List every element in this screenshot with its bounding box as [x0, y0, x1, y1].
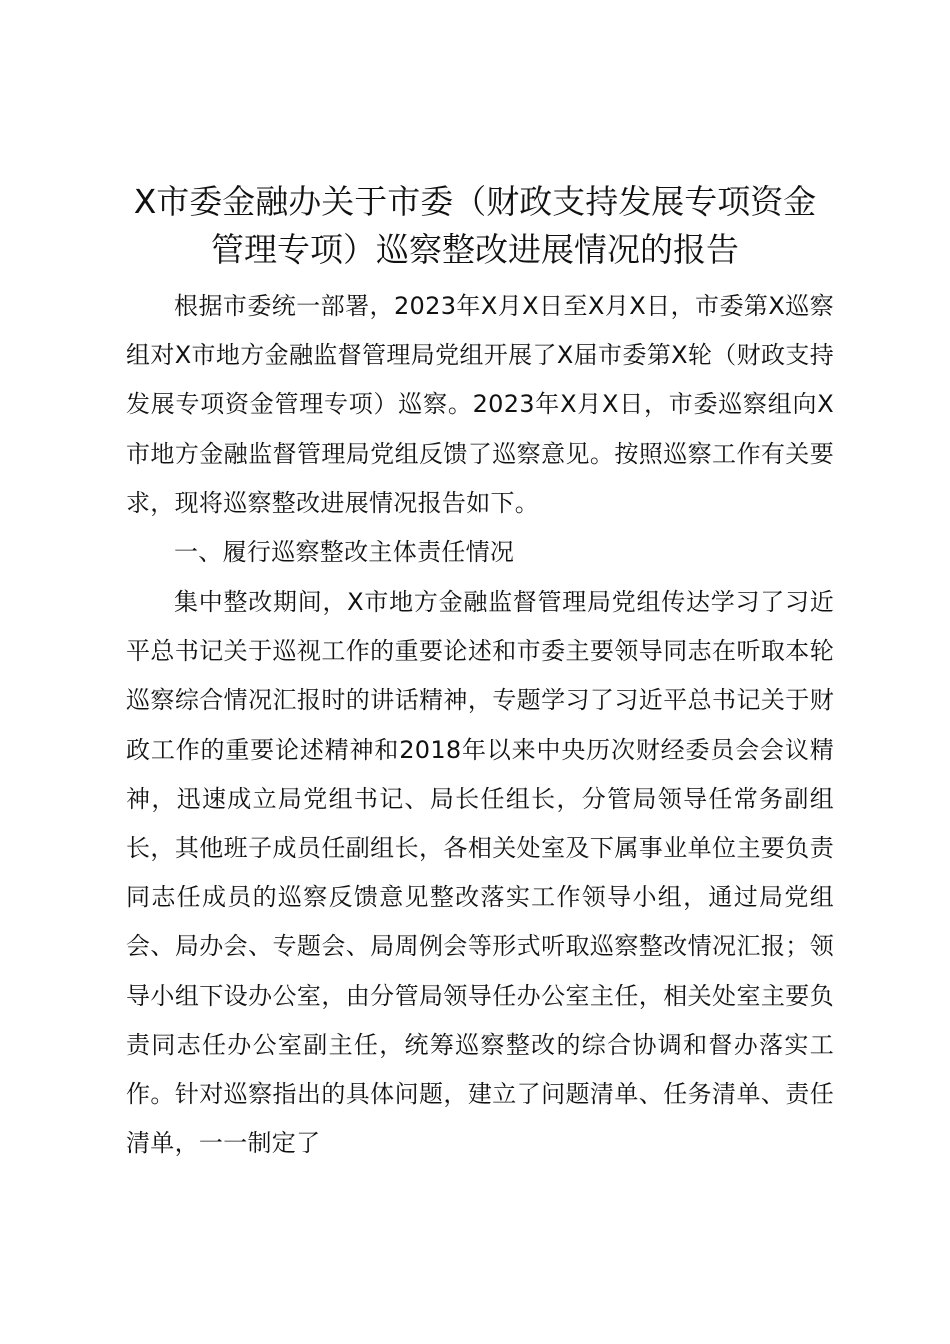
intro-paragraph: 根据市委统一部署，2023年X月X日至X月X日，市委第X巡察组对X市地方金融监督管理局党组开展了X届市委第X轮（财政支持发展专项资金管理专项）巡察。2023年X月X日，市委巡察组向X市地方金融监督管理局党组反馈了巡察意见。按照巡察工作有关要求，现将巡察整改进展情况报告如下。 [126, 292, 834, 517]
body-paragraph: 集中整改期间，X市地方金融监督管理局党组传达学习了习近平总书记关于巡视工作的重要论述和市委主要领导同志在听取本轮巡察综合情况汇报时的讲话精神，专题学习了习近平总书记关于财政工作的重要论述精神和2018年以来中央历次财经委员会会议精神，迅速成立局党组书记、局长任组长，分管局领导任常务副组长，其他班子成员任副组长，各相关处室及下属事业单位主要负责同志任成员的巡察反馈意见整改落实工作领导小组，通过局党组会、局办会、专题会、局周例会等形式听取巡察整改情况汇报；领导小组下设办公室，由分管局领导任办公室主任，相关处室主要负责同志任办公室副主任，统筹巡察整改的综合协调和督办落实工作。针对巡察指出的具体问题，建立了问题清单、任务清单、责任清单，一一制定了 [126, 588, 834, 1158]
section-heading: 一、履行巡察整改主体责任情况 [174, 538, 515, 566]
document-title: X市委金融办关于市委（财政支持发展专项资金管理专项）巡察整改进展情况的报告 [133, 182, 817, 269]
